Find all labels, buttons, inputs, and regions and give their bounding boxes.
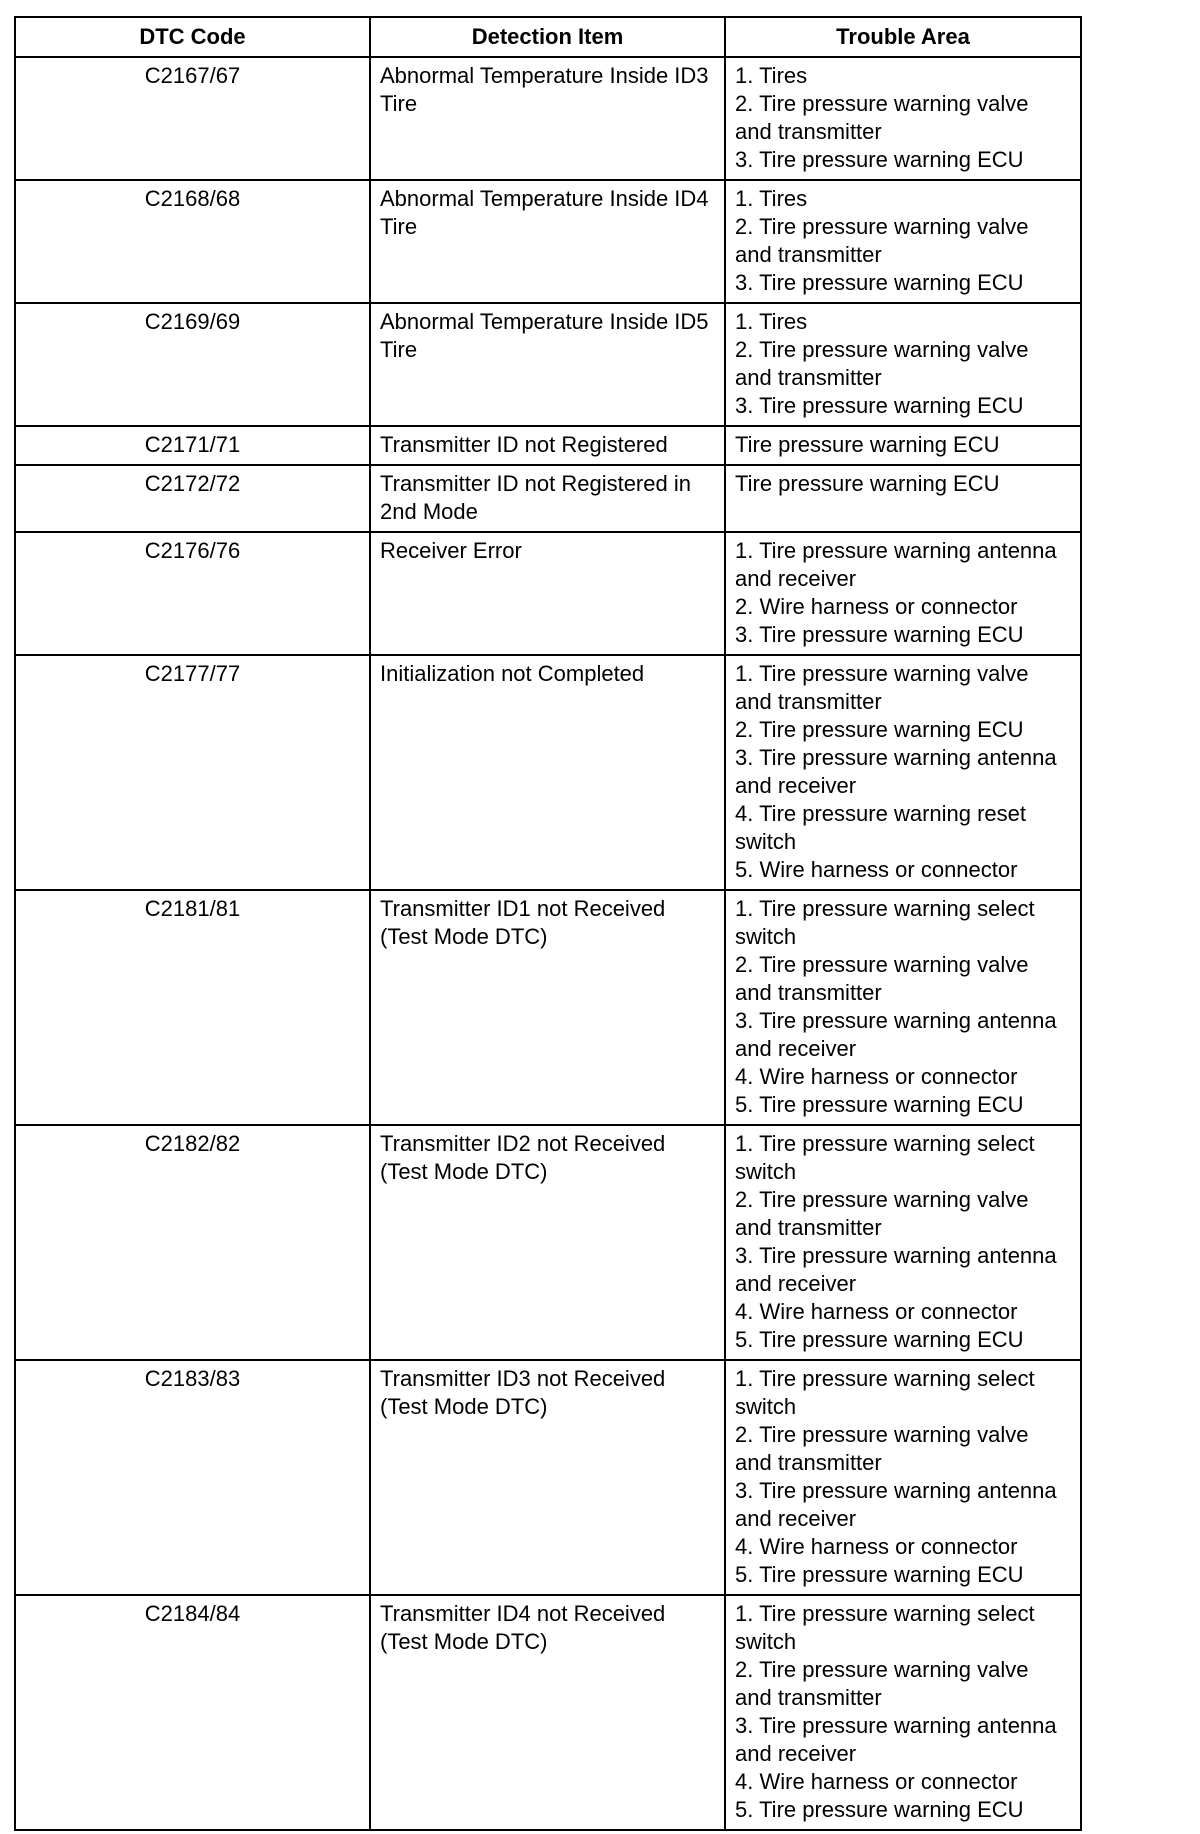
header-trouble-area: Trouble Area [725,17,1081,57]
trouble-area-line: 1. Tires [735,309,808,334]
trouble-area-line: 3. Tire pressure warning antenna [735,1478,1057,1503]
trouble-area-line: 5. Wire harness or connector [735,857,1018,882]
detection-item-cell [370,1125,725,1360]
trouble-area-line: 2. Tire pressure warning valve [735,337,1029,362]
detection-item-text: Transmitter ID3 not Received [380,1366,666,1391]
trouble-area-line: and receiver [735,1506,857,1531]
detection-item-text: Transmitter ID2 not Received [380,1131,666,1156]
detection-item-cell [370,890,725,1125]
trouble-area-line: and transmitter [735,242,882,267]
trouble-area-cell [725,465,1081,532]
table-body [15,57,1081,1830]
detection-item-text: Transmitter ID1 not Received [380,896,666,921]
trouble-area-line: switch [735,1159,797,1184]
trouble-area-line: 5. Tire pressure warning ECU [735,1797,1024,1822]
dtc-table [14,16,1082,1831]
detection-item-text: (Test Mode DTC) [380,924,548,949]
trouble-area-cell [725,1595,1081,1830]
trouble-area-line: and receiver [735,1741,857,1766]
trouble-area-line: and receiver [735,566,857,591]
dtc-code-cell: C2183/83 [15,1360,370,1595]
table-row [15,655,1081,890]
table-row [15,532,1081,655]
detection-item-text: Tire [380,337,418,362]
trouble-area-line: switch [735,829,797,854]
trouble-area-line: 1. Tire pressure warning antenna [735,538,1057,563]
detection-item-text: Receiver Error [380,538,522,563]
trouble-area-line: 3. Tire pressure warning ECU [735,270,1024,295]
detection-item-text: Initialization not Completed [380,661,645,686]
trouble-area-line: 1. Tire pressure warning select [735,1601,1035,1626]
trouble-area-line: 1. Tire pressure warning valve [735,661,1029,686]
trouble-area-line: 2. Tire pressure warning valve [735,1187,1029,1212]
header-dtc-code: DTC Code [15,17,370,57]
detection-item-cell [370,1360,725,1595]
dtc-code-cell: C2168/68 [15,180,370,303]
trouble-area-line: 4. Wire harness or connector [735,1534,1018,1559]
trouble-area-line: 2. Tire pressure warning valve [735,214,1029,239]
trouble-area-line: 2. Wire harness or connector [735,594,1018,619]
trouble-area-line: 2. Tire pressure warning ECU [735,717,1024,742]
detection-item-text: Abnormal Temperature Inside ID4 [380,186,709,211]
trouble-area-line: and transmitter [735,1215,882,1240]
header-detection-item: Detection Item [370,17,725,57]
trouble-area-line: 5. Tire pressure warning ECU [735,1562,1024,1587]
table-header [15,17,1081,57]
trouble-area-line: switch [735,924,797,949]
trouble-area-line: switch [735,1394,797,1419]
detection-item-cell [370,1595,725,1830]
dtc-code-cell: C2182/82 [15,1125,370,1360]
trouble-area-line: 1. Tires [735,63,808,88]
trouble-area-cell [725,655,1081,890]
table-row [15,180,1081,303]
detection-item-cell [370,57,725,180]
trouble-area-line: 3. Tire pressure warning antenna [735,745,1057,770]
detection-item-cell [370,180,725,303]
detection-item-text: Abnormal Temperature Inside ID3 [380,63,709,88]
table-row [15,465,1081,532]
trouble-area-line: Tire pressure warning ECU [735,471,1000,496]
dtc-code-cell: C2169/69 [15,303,370,426]
trouble-area-line: and transmitter [735,365,882,390]
detection-item-text: (Test Mode DTC) [380,1394,548,1419]
trouble-area-line: 3. Tire pressure warning ECU [735,147,1024,172]
trouble-area-line: 1. Tire pressure warning select [735,896,1035,921]
trouble-area-cell [725,532,1081,655]
dtc-code-cell: C2167/67 [15,57,370,180]
trouble-area-line: switch [735,1629,797,1654]
detection-item-text: Transmitter ID not Registered in [380,471,691,496]
table-row [15,1125,1081,1360]
detection-item-cell [370,465,725,532]
dtc-code-cell: C2171/71 [15,426,370,465]
detection-item-text: Tire [380,214,418,239]
trouble-area-line: 2. Tire pressure warning valve [735,1422,1029,1447]
trouble-area-line: and transmitter [735,119,882,144]
table-row [15,890,1081,1125]
detection-item-text: Transmitter ID not Registered [380,432,668,457]
trouble-area-cell [725,57,1081,180]
detection-item-cell [370,532,725,655]
detection-item-text: (Test Mode DTC) [380,1159,548,1184]
detection-item-text: 2nd Mode [380,499,478,524]
trouble-area-line: 2. Tire pressure warning valve [735,952,1029,977]
trouble-area-line: and transmitter [735,1685,882,1710]
trouble-area-line: 5. Tire pressure warning ECU [735,1092,1024,1117]
table-row [15,426,1081,465]
trouble-area-line: and receiver [735,1036,857,1061]
trouble-area-line: and receiver [735,773,857,798]
trouble-area-line: and transmitter [735,980,882,1005]
trouble-area-line: 1. Tires [735,186,808,211]
dtc-code-cell: C2184/84 [15,1595,370,1830]
trouble-area-cell [725,890,1081,1125]
dtc-code-cell: C2181/81 [15,890,370,1125]
trouble-area-line: 4. Wire harness or connector [735,1299,1018,1324]
detection-item-text: (Test Mode DTC) [380,1629,548,1654]
detection-item-cell [370,426,725,465]
detection-item-cell [370,655,725,890]
trouble-area-line: and transmitter [735,689,882,714]
header-row [15,17,1081,57]
detection-item-cell [370,303,725,426]
trouble-area-line: 4. Wire harness or connector [735,1769,1018,1794]
trouble-area-cell [725,180,1081,303]
trouble-area-line: and transmitter [735,1450,882,1475]
dtc-code-cell: C2177/77 [15,655,370,890]
dtc-code-cell: C2172/72 [15,465,370,532]
trouble-area-cell [725,1360,1081,1595]
trouble-area-cell [725,303,1081,426]
trouble-area-line: 4. Tire pressure warning reset [735,801,1027,826]
trouble-area-line: 4. Wire harness or connector [735,1064,1018,1089]
trouble-area-line: Tire pressure warning ECU [735,432,1000,457]
table-row [15,303,1081,426]
table-row [15,1360,1081,1595]
dtc-code-cell: C2176/76 [15,532,370,655]
detection-item-text: Tire [380,91,418,116]
table-row [15,1595,1081,1830]
trouble-area-line: 5. Tire pressure warning ECU [735,1327,1024,1352]
trouble-area-line: 3. Tire pressure warning ECU [735,622,1024,647]
trouble-area-cell [725,426,1081,465]
trouble-area-line: 2. Tire pressure warning valve [735,1657,1029,1682]
trouble-area-line: 3. Tire pressure warning antenna [735,1008,1057,1033]
trouble-area-line: 3. Tire pressure warning ECU [735,393,1024,418]
trouble-area-line: 3. Tire pressure warning antenna [735,1713,1057,1738]
table-row [15,57,1081,180]
detection-item-text: Abnormal Temperature Inside ID5 [380,309,709,334]
detection-item-text: Transmitter ID4 not Received [380,1601,666,1626]
trouble-area-line: 1. Tire pressure warning select [735,1131,1035,1156]
trouble-area-cell [725,1125,1081,1360]
trouble-area-line: 1. Tire pressure warning select [735,1366,1035,1391]
trouble-area-line: 3. Tire pressure warning antenna [735,1243,1057,1268]
trouble-area-line: and receiver [735,1271,857,1296]
trouble-area-line: 2. Tire pressure warning valve [735,91,1029,116]
